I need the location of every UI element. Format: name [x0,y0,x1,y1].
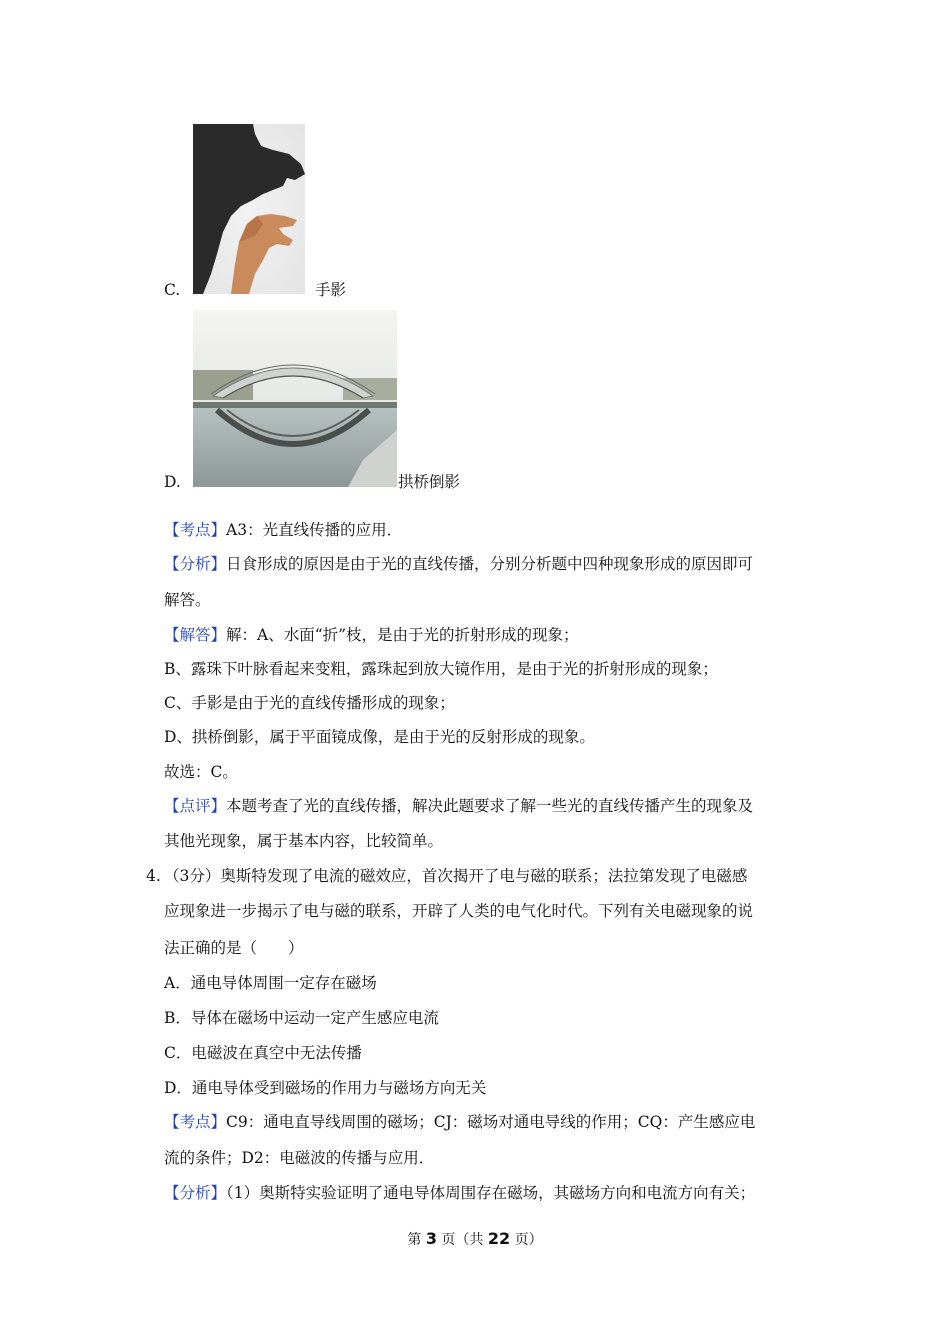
jieda-tag: 【解答】 [164,626,227,644]
page-footer [0,1229,950,1249]
fenxi-text: 日食形成的原因是由于光的直线传播，分别分析题中四种现象形成的原因即可 [226,555,754,573]
q3-kaodian [164,520,402,540]
footer-page-number: 3 [425,1229,437,1248]
q4-stem-line2: 应现象进一步揭示了电与磁的联系，开辟了人类的电气化时代。下列有关电磁现象的说 [164,902,754,920]
q4-kaodian-text: C9：通电直导线周围的磁场；CJ：磁场对通电导线的作用；CQ：产生感应电 [226,1113,756,1131]
q4-fenxi-tag: 【分析】 [164,1184,227,1202]
footer-suffix: 页） [510,1232,543,1248]
kaodian-tag: 【考点】 [164,521,227,539]
q4-option-a: A．通电导体周围一定存在磁场 [164,974,377,992]
q4-number: 4. [146,867,161,885]
q4-stem-line3: 法正确的是（ ） [164,939,304,957]
footer-prefix: 第 [407,1232,426,1248]
option-c-letter: C. [164,281,181,299]
q4-option-b: B．导体在磁场中运动一定产生感应电流 [164,1009,439,1027]
q4-fenxi-text: （1）奥斯特实验证明了通电导体周围存在磁场，其磁场方向和电流方向有关； [226,1184,756,1202]
q3-jieda-line3: C、手影是由于光的直线传播形成的现象； [164,694,455,712]
q4-option-c: C．电磁波在真空中无法传播 [164,1044,362,1062]
q3-fenxi-line2: 解答。 [164,591,211,609]
option-d-letter: D. [164,473,181,491]
fenxi-tag: 【分析】 [164,555,227,573]
q3-jieda-line4: D、拱桥倒影，属于平面镜成像，是由于光的反射形成的现象。 [164,728,595,746]
dianping-text: 本题考查了光的直线传播，解决此题要求了解一些光的直线传播产生的现象及 [226,797,754,815]
option-c-caption: 手影 [315,281,347,299]
q3-dianping-line2: 其他光现象，属于基本内容，比较简单。 [164,832,444,850]
q3-jieda-line1 [164,625,579,645]
kaodian-text: A3：光直线传播的应用． [226,521,403,539]
hand-shadow-image [193,124,305,294]
q3-fenxi-line1 [164,554,753,574]
q3-jieda-line5: 故选：C。 [164,763,238,781]
arch-bridge-reflection-image [193,310,397,487]
footer-total-pages: 22 [487,1229,511,1248]
q4-kaodian-line1 [164,1112,755,1132]
q3-jieda-line2: B、露珠下叶脉看起来变粗，露珠起到放大镜作用，是由于光的折射形成的现象； [164,660,718,678]
dianping-tag: 【点评】 [164,797,227,815]
q4-fenxi-line1 [164,1183,755,1203]
q3-dianping-line1 [164,796,753,816]
footer-middle: 页（共 [436,1232,488,1248]
jieda-text: 解：A、水面“折”枝，是由于光的折射形成的现象； [226,626,579,644]
q4-option-d: D．通电导体受到磁场的作用力与磁场方向无关 [164,1079,487,1097]
q4-stem-line1: （3分）奥斯特发现了电流的磁效应，首次揭开了电与磁的联系；法拉第发现了电磁感 [164,867,748,885]
q4-kaodian-line2: 流的条件；D2：电磁波的传播与应用． [164,1149,435,1167]
q4-kaodian-tag: 【考点】 [164,1113,227,1131]
option-d-caption: 拱桥倒影 [398,473,461,491]
